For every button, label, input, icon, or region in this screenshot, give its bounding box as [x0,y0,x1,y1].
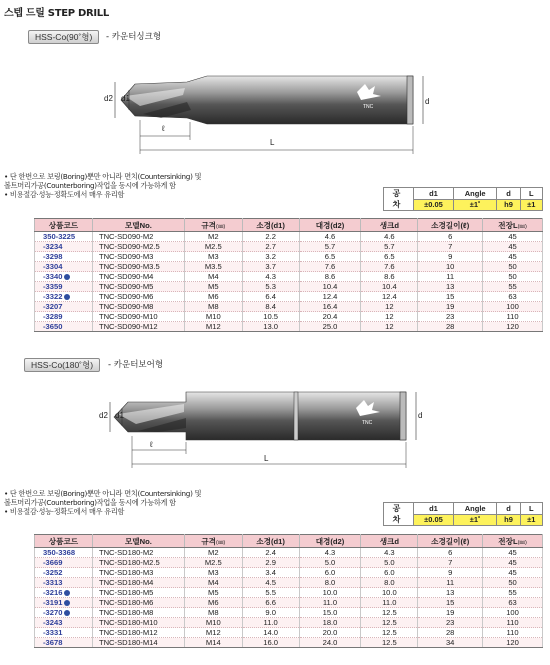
product-code-cell [35,638,93,648]
shank-cell: 11.0 [361,598,418,608]
d2-cell: 18.0 [299,618,361,628]
table-row [35,588,543,598]
length-cell: 45 [483,548,543,558]
spec-table-countersink [34,218,543,332]
model-cell: TNC-SD090-M2.5 [92,242,184,252]
l-cell: 28 [418,322,483,332]
shank-cell: 12.4 [361,292,418,302]
model-cell: TNC-SD180-M10 [92,618,184,628]
shank-cell: 12.5 [361,608,418,618]
d2-cell: 20.0 [299,628,361,638]
product-code-cell [35,578,93,588]
l-cell: 9 [418,252,483,262]
length-cell: 110 [483,628,543,638]
d1-cell: 2.7 [242,242,299,252]
shank-cell: 4.6 [361,232,418,242]
size-cell: M4 [184,578,242,588]
l-cell: 11 [418,578,483,588]
size-cell: M2.5 [184,242,242,252]
product-code-text: -3252 [43,568,63,577]
tolerance-header: d1 [414,188,454,200]
table-row [35,568,543,578]
counterbore-drill-diagram [88,380,428,470]
length-cell: 45 [483,568,543,578]
l-cell: 34 [418,638,483,648]
product-code-text: -3669 [43,558,63,567]
model-cell: TNC-SD090-M12 [92,322,184,332]
product-code-text: -3340 [43,272,63,281]
note-line: • 단 한번으로 보링(Boring)뿐만 아니라 면치(Countersinking) 및 [4,489,202,498]
product-code-cell [35,628,93,638]
product-code-cell [35,302,93,312]
d1-cell: 5.3 [242,282,299,292]
d2-cell: 20.4 [299,312,361,322]
type-badge-180: HSS-Co(180˚형) [24,358,100,372]
l-cell: 13 [418,282,483,292]
d1-cell: 2.4 [242,548,299,558]
l-cell: 13 [418,588,483,598]
length-cell: 45 [483,252,543,262]
length-cell: 100 [483,608,543,618]
d1-cell: 3.7 [242,262,299,272]
tolerance-value: ±1 [520,199,542,211]
d1-cell: 2.2 [242,232,299,242]
size-cell: M14 [184,638,242,648]
dim-label-d1: d1 [121,94,130,103]
model-cell: TNC-SD090-M8 [92,302,184,312]
shank-cell: 12 [361,322,418,332]
shank-cell: 12 [361,312,418,322]
product-code-text: -3322 [43,292,63,301]
l-cell: 6 [418,232,483,242]
product-code-text: -3298 [43,252,63,261]
length-cell: 120 [483,638,543,648]
d2-cell: 5.7 [299,242,361,252]
table-row [35,548,543,558]
product-code-cell [35,242,93,252]
shank-cell: 12.5 [361,638,418,648]
countersink-drill-diagram [95,62,435,157]
d1-cell: 5.5 [242,588,299,598]
d1-cell: 14.0 [242,628,299,638]
tolerance-table [383,187,543,211]
table-row [35,608,543,618]
dim-label-d: d [425,97,430,106]
tolerance-header: Angle [453,188,497,200]
tolerance-header: L [520,188,542,200]
length-cell: 100 [483,302,543,312]
product-code-cell [35,312,93,322]
column-header: 규격(㎜) [184,535,242,548]
table-row [35,322,543,332]
size-cell: M10 [184,312,242,322]
length-cell: 63 [483,292,543,302]
table-row [35,638,543,648]
product-code-text: -3234 [43,242,63,251]
column-header: 소경길이(ℓ) [418,535,483,548]
column-header: 소경(d1) [242,535,299,548]
length-cell: 110 [483,618,543,628]
dim-label-L: L [270,138,275,147]
type-description-counterbore: - 카운터보어형 [108,360,164,370]
product-code-cell [35,598,93,608]
product-code-cell [35,322,93,332]
d1-cell: 13.0 [242,322,299,332]
length-cell: 55 [483,588,543,598]
model-cell: TNC-SD180-M3 [92,568,184,578]
table-row [35,262,543,272]
d1-cell: 3.2 [242,252,299,262]
stock-dot-icon [64,294,70,300]
d2-cell: 11.0 [299,598,361,608]
d1-cell: 4.3 [242,272,299,282]
shank-cell: 6.0 [361,568,418,578]
d1-cell: 10.5 [242,312,299,322]
size-cell: M4 [184,272,242,282]
shank-cell: 6.5 [361,252,418,262]
table-row [35,558,543,568]
column-header: 모델No. [92,219,184,232]
product-code-cell [35,588,93,598]
dim-label-l: ℓ [162,124,165,133]
table-row [35,282,543,292]
tolerance-header: d1 [414,503,454,515]
product-code-cell [35,608,93,618]
product-code-text: -3191 [43,598,63,607]
l-cell: 15 [418,292,483,302]
table-row [35,272,543,282]
model-cell: TNC-SD180-M2.5 [92,558,184,568]
table-row [35,618,543,628]
l-cell: 7 [418,242,483,252]
note-line: 볼트머리가공(Counterboring)작업을 동시에 가능하게 함 [4,498,176,507]
product-code-text: -3289 [43,312,63,321]
d1-cell: 9.0 [242,608,299,618]
l-cell: 19 [418,608,483,618]
column-header: 상품코드 [35,535,93,548]
shank-cell: 8.0 [361,578,418,588]
tolerance-label: 공 차 [384,503,414,526]
column-header: 모델No. [92,535,184,548]
shank-cell: 10.0 [361,588,418,598]
length-cell: 45 [483,558,543,568]
size-cell: M3 [184,568,242,578]
shank-cell: 5.0 [361,558,418,568]
dim-label-d: d [418,411,423,420]
tolerance-header: Angle [453,503,497,515]
tolerance-value: ±0.05 [414,199,454,211]
d2-cell: 6.5 [299,252,361,262]
product-code-cell [35,282,93,292]
dim-label-d2: d2 [99,411,108,420]
d2-cell: 8.0 [299,578,361,588]
model-cell: TNC-SD180-M12 [92,628,184,638]
model-cell: TNC-SD090-M2 [92,232,184,242]
tolerance-header: d [497,188,520,200]
shank-cell: 5.7 [361,242,418,252]
table-row [35,598,543,608]
model-cell: TNC-SD090-M10 [92,312,184,322]
d1-cell: 3.4 [242,568,299,578]
shank-cell: 4.3 [361,548,418,558]
product-code-cell [35,262,93,272]
tolerance-header: d [497,503,520,515]
column-header: 전장L(㎜) [483,219,543,232]
model-cell: TNC-SD090-M3 [92,252,184,262]
type-badge-90: HSS-Co(90˚형) [28,30,99,44]
model-cell: TNC-SD090-M4 [92,272,184,282]
shank-cell: 12.5 [361,618,418,628]
feature-notes [4,489,201,516]
size-cell: M3 [184,252,242,262]
model-cell: TNC-SD090-M3.5 [92,262,184,272]
size-cell: M3.5 [184,262,242,272]
dim-label-l: ℓ [150,440,153,449]
table-row [35,302,543,312]
l-cell: 15 [418,598,483,608]
model-cell: TNC-SD090-M5 [92,282,184,292]
tolerance-value: ±1 [520,514,542,526]
note-line: • 비용절감·성능·정확도에서 매우 유리함 [4,190,125,199]
size-cell: M5 [184,282,242,292]
size-cell: M8 [184,608,242,618]
product-code-cell [35,618,93,628]
d2-cell: 8.6 [299,272,361,282]
d2-cell: 6.0 [299,568,361,578]
stock-dot-icon [64,590,70,596]
shank-cell: 10.4 [361,282,418,292]
d2-cell: 24.0 [299,638,361,648]
table-row [35,292,543,302]
column-header: 상품코드 [35,219,93,232]
d2-cell: 5.0 [299,558,361,568]
size-cell: M8 [184,302,242,312]
table-row [35,242,543,252]
column-header: 대경(d2) [299,535,361,548]
table-row [35,578,543,588]
tolerance-value: ±1˚ [453,514,497,526]
size-cell: M12 [184,628,242,638]
length-cell: 120 [483,322,543,332]
d1-cell: 8.4 [242,302,299,312]
model-cell: TNC-SD090-M6 [92,292,184,302]
d2-cell: 12.4 [299,292,361,302]
shank-cell: 7.6 [361,262,418,272]
product-code-text: -3331 [43,628,63,637]
spec-table-counterbore [34,534,543,648]
d1-cell: 4.5 [242,578,299,588]
d2-cell: 4.6 [299,232,361,242]
svg-text:TNC: TNC [363,104,374,110]
product-code-text: -3304 [43,262,63,271]
product-code-text: 350-3225 [43,232,76,241]
product-code-cell [35,558,93,568]
model-cell: TNC-SD180-M5 [92,588,184,598]
l-cell: 10 [418,262,483,272]
tolerance-table [383,502,543,526]
length-cell: 110 [483,312,543,322]
dim-label-d1: d1 [115,411,124,420]
model-cell: TNC-SD180-M4 [92,578,184,588]
l-cell: 23 [418,312,483,322]
product-code-text: -3216 [43,588,63,597]
note-line: • 비용절감·성능·정확도에서 매우 유리함 [4,507,125,516]
tolerance-value: ±0.05 [414,514,454,526]
size-cell: M5 [184,588,242,598]
model-cell: TNC-SD180-M14 [92,638,184,648]
product-code-text: -3678 [43,638,63,647]
product-code-text: -3207 [43,302,63,311]
d2-cell: 4.3 [299,548,361,558]
tolerance-label: 공 차 [384,188,414,211]
l-cell: 9 [418,568,483,578]
d1-cell: 6.6 [242,598,299,608]
size-cell: M6 [184,598,242,608]
size-cell: M2.5 [184,558,242,568]
length-cell: 45 [483,242,543,252]
stock-dot-icon [64,610,70,616]
d2-cell: 7.6 [299,262,361,272]
stock-dot-icon [64,274,70,280]
d1-cell: 16.0 [242,638,299,648]
length-cell: 63 [483,598,543,608]
tolerance-value: h9 [497,199,520,211]
length-cell: 55 [483,282,543,292]
d1-cell: 11.0 [242,618,299,628]
feature-notes [4,172,201,199]
length-cell: 45 [483,232,543,242]
product-code-text: -3313 [43,578,63,587]
stock-dot-icon [64,600,70,606]
size-cell: M2 [184,232,242,242]
product-code-text: 350-3368 [43,548,76,557]
length-cell: 50 [483,272,543,282]
d1-cell: 2.9 [242,558,299,568]
column-header: 대경(d2) [299,219,361,232]
dim-label-L: L [264,454,269,463]
l-cell: 7 [418,558,483,568]
d2-cell: 25.0 [299,322,361,332]
l-cell: 19 [418,302,483,312]
length-cell: 50 [483,578,543,588]
model-cell: TNC-SD180-M6 [92,598,184,608]
shank-cell: 8.6 [361,272,418,282]
product-code-cell [35,272,93,282]
l-cell: 23 [418,618,483,628]
type-description-countersink: - 카운터싱크형 [106,32,162,42]
d2-cell: 15.0 [299,608,361,618]
column-header: 소경길이(ℓ) [418,219,483,232]
model-cell: TNC-SD180-M8 [92,608,184,618]
shank-cell: 12 [361,302,418,312]
product-code-text: -3270 [43,608,63,617]
product-code-cell [35,232,93,242]
l-cell: 6 [418,548,483,558]
d2-cell: 10.0 [299,588,361,598]
product-code-text: -3243 [43,618,63,627]
tolerance-header: L [520,503,542,515]
column-header: 전장L(㎜) [483,535,543,548]
d2-cell: 16.4 [299,302,361,312]
product-code-text: -3359 [43,282,63,291]
size-cell: M2 [184,548,242,558]
tolerance-value: h9 [497,514,520,526]
column-header: 소경(d1) [242,219,299,232]
size-cell: M10 [184,618,242,628]
size-cell: M12 [184,322,242,332]
d1-cell: 6.4 [242,292,299,302]
table-row [35,628,543,638]
table-row [35,252,543,262]
product-code-cell [35,568,93,578]
l-cell: 11 [418,272,483,282]
note-line: 볼트머리가공(Counterboring)작업을 동시에 가능하게 함 [4,181,176,190]
tolerance-value: ±1˚ [453,199,497,211]
column-header: 생크d [361,219,418,232]
l-cell: 28 [418,628,483,638]
table-row [35,312,543,322]
length-cell: 50 [483,262,543,272]
svg-text:TNC: TNC [362,420,373,426]
note-line: • 단 한번으로 보링(Boring)뿐만 아니라 면치(Countersinking) 및 [4,172,202,181]
product-code-text: -3650 [43,322,63,331]
product-code-cell [35,292,93,302]
column-header: 규격(㎜) [184,219,242,232]
d2-cell: 10.4 [299,282,361,292]
column-header: 생크d [361,535,418,548]
dim-label-d2: d2 [104,94,113,103]
page-title: 스텝 드릴 STEP DRILL [4,8,109,19]
product-code-cell [35,252,93,262]
shank-cell: 12.5 [361,628,418,638]
model-cell: TNC-SD180-M2 [92,548,184,558]
size-cell: M6 [184,292,242,302]
product-code-cell [35,548,93,558]
table-row [35,232,543,242]
